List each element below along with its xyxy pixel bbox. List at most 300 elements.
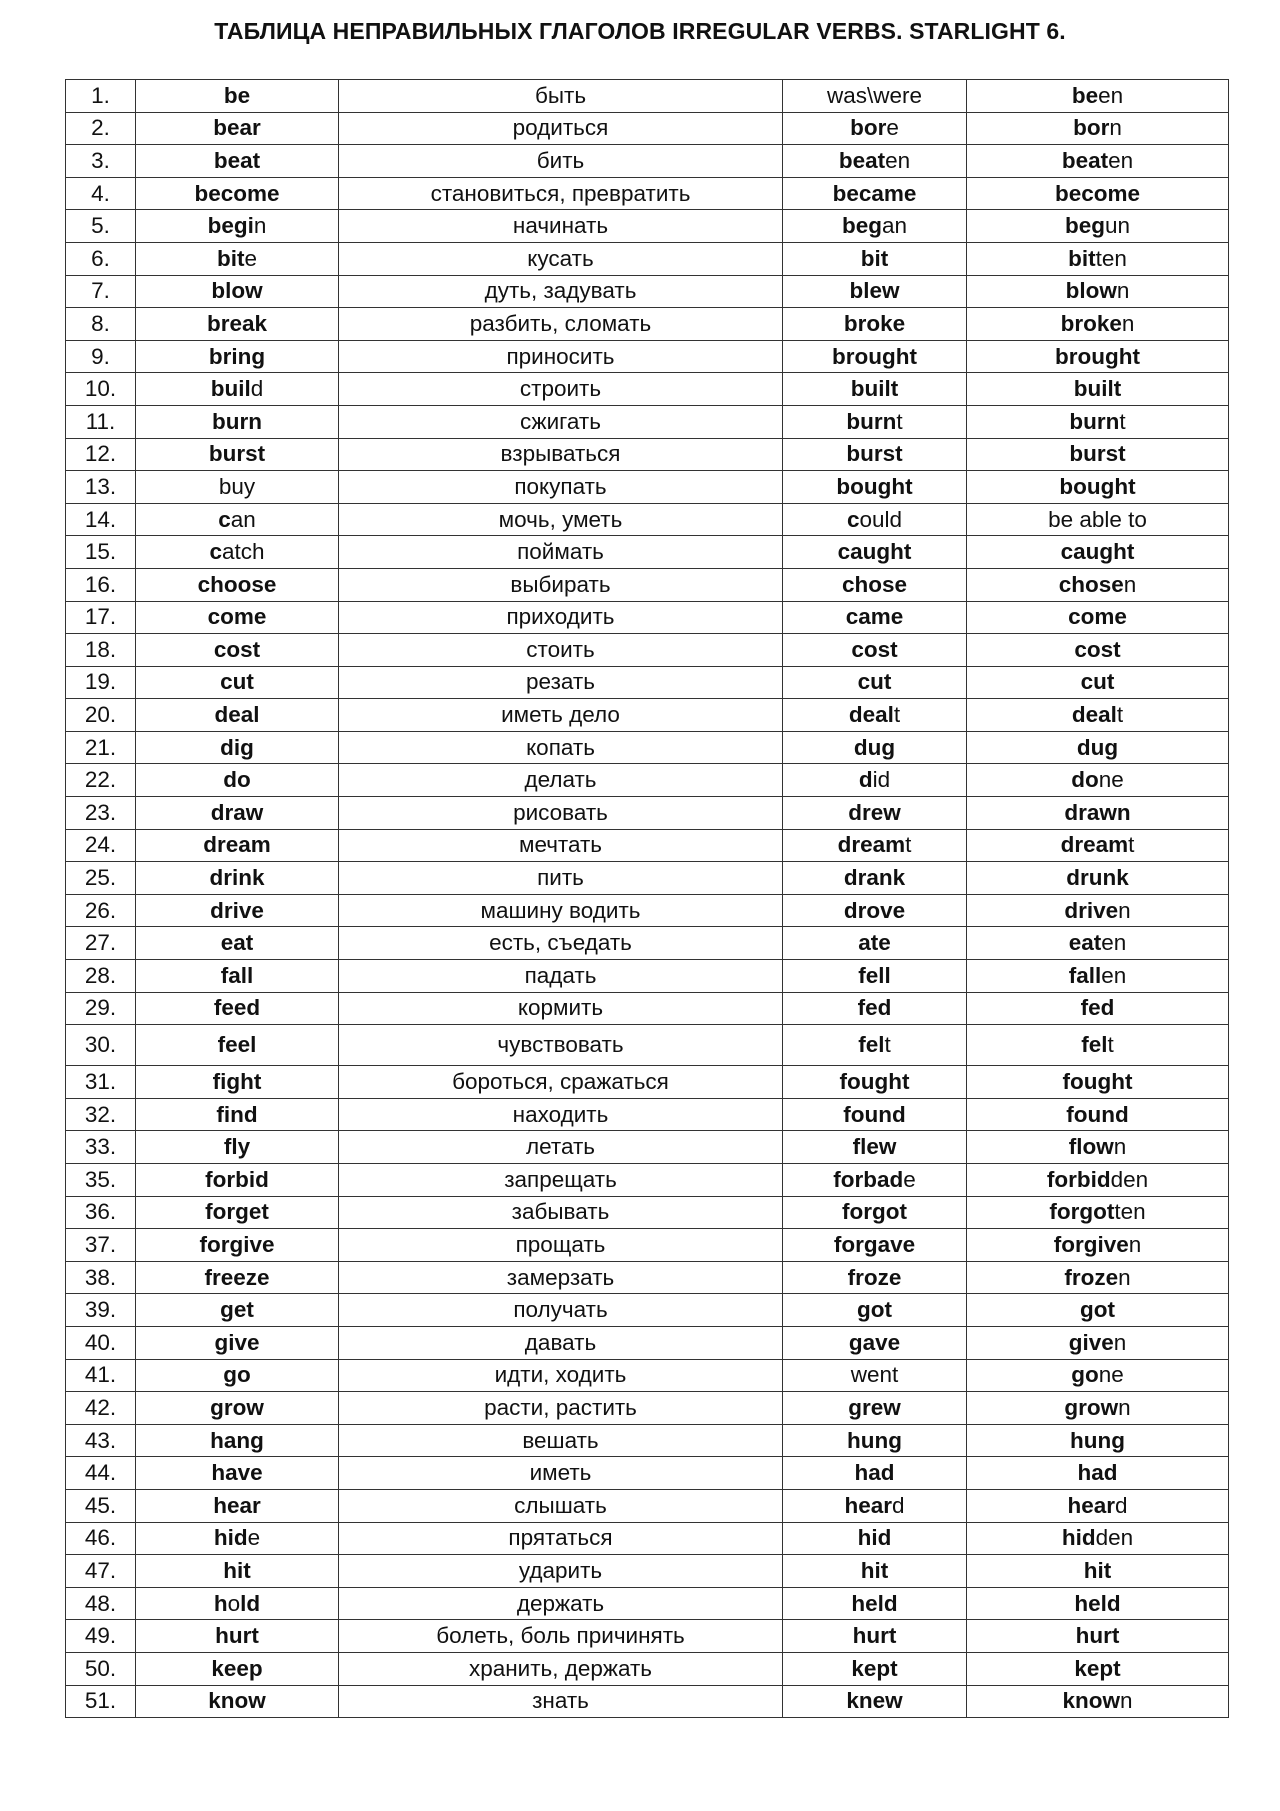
base-form-cell: dream: [136, 829, 339, 862]
translation-cell: получать: [339, 1294, 783, 1327]
base-form-cell: begin: [136, 210, 339, 243]
base-form-cell: feed: [136, 992, 339, 1025]
row-number: 19.: [66, 666, 136, 699]
row-number: 46.: [66, 1522, 136, 1555]
row-number: 17.: [66, 601, 136, 634]
base-form-cell: know: [136, 1685, 339, 1718]
translation-cell: есть, съедать: [339, 927, 783, 960]
row-number: 37.: [66, 1229, 136, 1262]
table-row: [66, 373, 1229, 406]
base-form-cell: find: [136, 1098, 339, 1131]
base-form-cell: bear: [136, 112, 339, 145]
past-simple-cell: burnt: [783, 405, 967, 438]
past-simple-cell: broke: [783, 308, 967, 341]
past-participle-cell: given: [967, 1326, 1229, 1359]
row-number: 27.: [66, 927, 136, 960]
row-number: 7.: [66, 275, 136, 308]
base-form-cell: cut: [136, 666, 339, 699]
past-participle-cell: done: [967, 764, 1229, 797]
base-form-cell: build: [136, 373, 339, 406]
translation-cell: болеть, боль причинять: [339, 1620, 783, 1653]
base-form-cell: come: [136, 601, 339, 634]
table-row: [66, 1196, 1229, 1229]
translation-cell: расти, растить: [339, 1392, 783, 1425]
past-participle-cell: forgiven: [967, 1229, 1229, 1262]
past-participle-cell: burst: [967, 438, 1229, 471]
base-form-cell: drink: [136, 862, 339, 895]
table-row: [66, 80, 1229, 113]
table-row: [66, 927, 1229, 960]
translation-cell: становиться, превратить: [339, 177, 783, 210]
past-simple-cell: grew: [783, 1392, 967, 1425]
row-number: 11.: [66, 405, 136, 438]
row-number: 1.: [66, 80, 136, 113]
base-form-cell: forbid: [136, 1164, 339, 1197]
past-participle-cell: been: [967, 80, 1229, 113]
row-number: 45.: [66, 1489, 136, 1522]
past-participle-cell: built: [967, 373, 1229, 406]
table-row: [66, 1229, 1229, 1262]
translation-cell: начинать: [339, 210, 783, 243]
row-number: 4.: [66, 177, 136, 210]
past-participle-cell: hidden: [967, 1522, 1229, 1555]
past-simple-cell: became: [783, 177, 967, 210]
past-participle-cell: cost: [967, 634, 1229, 667]
translation-cell: слышать: [339, 1489, 783, 1522]
table-row: [66, 1522, 1229, 1555]
base-form-cell: fight: [136, 1066, 339, 1099]
past-simple-cell: was\were: [783, 80, 967, 113]
table-row: [66, 242, 1229, 275]
base-form-cell: bring: [136, 340, 339, 373]
translation-cell: запрещать: [339, 1164, 783, 1197]
past-simple-cell: brought: [783, 340, 967, 373]
table-row: [66, 1424, 1229, 1457]
row-number: 6.: [66, 242, 136, 275]
table-row: [66, 634, 1229, 667]
table-row: [66, 438, 1229, 471]
table-row: [66, 405, 1229, 438]
row-number: 32.: [66, 1098, 136, 1131]
table-row: [66, 308, 1229, 341]
table-row: [66, 699, 1229, 732]
row-number: 49.: [66, 1620, 136, 1653]
past-participle-cell: hit: [967, 1555, 1229, 1588]
past-simple-cell: knew: [783, 1685, 967, 1718]
row-number: 48.: [66, 1587, 136, 1620]
table-row: [66, 112, 1229, 145]
table-row: [66, 1294, 1229, 1327]
base-form-cell: become: [136, 177, 339, 210]
table-row: [66, 1066, 1229, 1099]
base-form-cell: burst: [136, 438, 339, 471]
base-form-cell: drive: [136, 894, 339, 927]
past-participle-cell: had: [967, 1457, 1229, 1490]
table-row: [66, 960, 1229, 993]
table-row: [66, 1164, 1229, 1197]
base-form-cell: bite: [136, 242, 339, 275]
base-form-cell: dig: [136, 731, 339, 764]
past-simple-cell: built: [783, 373, 967, 406]
past-participle-cell: fallen: [967, 960, 1229, 993]
base-form-cell: have: [136, 1457, 339, 1490]
past-participle-cell: dealt: [967, 699, 1229, 732]
translation-cell: приносить: [339, 340, 783, 373]
base-form-cell: burn: [136, 405, 339, 438]
row-number: 36.: [66, 1196, 136, 1229]
table-row: [66, 992, 1229, 1025]
translation-cell: взрываться: [339, 438, 783, 471]
past-participle-cell: gone: [967, 1359, 1229, 1392]
row-number: 3.: [66, 145, 136, 178]
past-participle-cell: hung: [967, 1424, 1229, 1457]
past-simple-cell: had: [783, 1457, 967, 1490]
past-simple-cell: bit: [783, 242, 967, 275]
table-row: [66, 601, 1229, 634]
past-simple-cell: blew: [783, 275, 967, 308]
row-number: 29.: [66, 992, 136, 1025]
translation-cell: покупать: [339, 471, 783, 504]
table-row: [66, 1587, 1229, 1620]
table-row: [66, 145, 1229, 178]
past-participle-cell: come: [967, 601, 1229, 634]
table-row: [66, 731, 1229, 764]
translation-cell: копать: [339, 731, 783, 764]
table-row: [66, 177, 1229, 210]
translation-cell: выбирать: [339, 568, 783, 601]
base-form-cell: give: [136, 1326, 339, 1359]
past-simple-cell: beaten: [783, 145, 967, 178]
past-participle-cell: held: [967, 1587, 1229, 1620]
base-form-cell: blow: [136, 275, 339, 308]
translation-cell: сжигать: [339, 405, 783, 438]
table-row: [66, 471, 1229, 504]
translation-cell: давать: [339, 1326, 783, 1359]
base-form-cell: keep: [136, 1652, 339, 1685]
table-row: [66, 862, 1229, 895]
translation-cell: идти, ходить: [339, 1359, 783, 1392]
row-number: 30.: [66, 1025, 136, 1066]
past-simple-cell: could: [783, 503, 967, 536]
past-participle-cell: bitten: [967, 242, 1229, 275]
base-form-cell: hurt: [136, 1620, 339, 1653]
past-simple-cell: dug: [783, 731, 967, 764]
past-participle-cell: chosen: [967, 568, 1229, 601]
row-number: 33.: [66, 1131, 136, 1164]
table-row: [66, 1457, 1229, 1490]
row-number: 21.: [66, 731, 136, 764]
past-simple-cell: got: [783, 1294, 967, 1327]
past-participle-cell: heard: [967, 1489, 1229, 1522]
past-participle-cell: flown: [967, 1131, 1229, 1164]
translation-cell: стоить: [339, 634, 783, 667]
past-simple-cell: heard: [783, 1489, 967, 1522]
row-number: 26.: [66, 894, 136, 927]
past-participle-cell: eaten: [967, 927, 1229, 960]
base-form-cell: forgive: [136, 1229, 339, 1262]
table-row: [66, 894, 1229, 927]
translation-cell: кормить: [339, 992, 783, 1025]
past-participle-cell: known: [967, 1685, 1229, 1718]
past-simple-cell: chose: [783, 568, 967, 601]
row-number: 38.: [66, 1261, 136, 1294]
base-form-cell: deal: [136, 699, 339, 732]
base-form-cell: forget: [136, 1196, 339, 1229]
translation-cell: бить: [339, 145, 783, 178]
translation-cell: прощать: [339, 1229, 783, 1262]
past-participle-cell: fought: [967, 1066, 1229, 1099]
base-form-cell: hold: [136, 1587, 339, 1620]
base-form-cell: fall: [136, 960, 339, 993]
row-number: 15.: [66, 536, 136, 569]
row-number: 51.: [66, 1685, 136, 1718]
past-simple-cell: dealt: [783, 699, 967, 732]
row-number: 9.: [66, 340, 136, 373]
base-form-cell: buy: [136, 471, 339, 504]
base-form-cell: hide: [136, 1522, 339, 1555]
row-number: 8.: [66, 308, 136, 341]
table-row: [66, 536, 1229, 569]
past-simple-cell: drove: [783, 894, 967, 927]
past-participle-cell: forgotten: [967, 1196, 1229, 1229]
row-number: 20.: [66, 699, 136, 732]
past-participle-cell: caught: [967, 536, 1229, 569]
past-simple-cell: ate: [783, 927, 967, 960]
translation-cell: держать: [339, 1587, 783, 1620]
table-row: [66, 666, 1229, 699]
table-row: [66, 1098, 1229, 1131]
row-number: 31.: [66, 1066, 136, 1099]
past-simple-cell: caught: [783, 536, 967, 569]
base-form-cell: catch: [136, 536, 339, 569]
past-simple-cell: forgot: [783, 1196, 967, 1229]
past-simple-cell: drew: [783, 797, 967, 830]
past-simple-cell: froze: [783, 1261, 967, 1294]
past-simple-cell: bore: [783, 112, 967, 145]
past-participle-cell: broken: [967, 308, 1229, 341]
row-number: 39.: [66, 1294, 136, 1327]
row-number: 42.: [66, 1392, 136, 1425]
translation-cell: иметь: [339, 1457, 783, 1490]
past-participle-cell: driven: [967, 894, 1229, 927]
past-simple-cell: did: [783, 764, 967, 797]
table-row: [66, 1025, 1229, 1066]
base-form-cell: fly: [136, 1131, 339, 1164]
row-number: 41.: [66, 1359, 136, 1392]
past-simple-cell: fought: [783, 1066, 967, 1099]
row-number: 28.: [66, 960, 136, 993]
table-row: [66, 1131, 1229, 1164]
table-row: [66, 1555, 1229, 1588]
table-row: [66, 1261, 1229, 1294]
past-participle-cell: felt: [967, 1025, 1229, 1066]
past-participle-cell: be able to: [967, 503, 1229, 536]
past-simple-cell: bought: [783, 471, 967, 504]
table-row: [66, 829, 1229, 862]
row-number: 50.: [66, 1652, 136, 1685]
translation-cell: разбить, сломать: [339, 308, 783, 341]
translation-cell: мочь, уметь: [339, 503, 783, 536]
row-number: 12.: [66, 438, 136, 471]
past-simple-cell: hit: [783, 1555, 967, 1588]
translation-cell: мечтать: [339, 829, 783, 862]
base-form-cell: draw: [136, 797, 339, 830]
irregular-verbs-table: [65, 79, 1229, 1718]
past-simple-cell: came: [783, 601, 967, 634]
past-simple-cell: held: [783, 1587, 967, 1620]
translation-cell: рисовать: [339, 797, 783, 830]
table-row: [66, 1489, 1229, 1522]
past-participle-cell: hurt: [967, 1620, 1229, 1653]
translation-cell: бороться, сражаться: [339, 1066, 783, 1099]
translation-cell: летать: [339, 1131, 783, 1164]
past-participle-cell: drawn: [967, 797, 1229, 830]
translation-cell: машину водить: [339, 894, 783, 927]
base-form-cell: can: [136, 503, 339, 536]
past-participle-cell: beaten: [967, 145, 1229, 178]
past-participle-cell: dug: [967, 731, 1229, 764]
past-participle-cell: kept: [967, 1652, 1229, 1685]
translation-cell: родиться: [339, 112, 783, 145]
past-participle-cell: blown: [967, 275, 1229, 308]
table-row: [66, 568, 1229, 601]
translation-cell: замерзать: [339, 1261, 783, 1294]
table-row: [66, 797, 1229, 830]
translation-cell: строить: [339, 373, 783, 406]
row-number: 10.: [66, 373, 136, 406]
past-participle-cell: become: [967, 177, 1229, 210]
past-participle-cell: cut: [967, 666, 1229, 699]
past-participle-cell: begun: [967, 210, 1229, 243]
table-row: [66, 340, 1229, 373]
translation-cell: кусать: [339, 242, 783, 275]
table-row: [66, 210, 1229, 243]
translation-cell: падать: [339, 960, 783, 993]
page-title: ТАБЛИЦА НЕПРАВИЛЬНЫХ ГЛАГОЛОВ IRREGULAR VERBS. STARLIGHT 6.: [214, 18, 1066, 44]
translation-cell: вешать: [339, 1424, 783, 1457]
table-row: [66, 1652, 1229, 1685]
past-participle-cell: grown: [967, 1392, 1229, 1425]
row-number: 2.: [66, 112, 136, 145]
base-form-cell: choose: [136, 568, 339, 601]
past-participle-cell: dreamt: [967, 829, 1229, 862]
base-form-cell: do: [136, 764, 339, 797]
base-form-cell: hang: [136, 1424, 339, 1457]
past-simple-cell: forbade: [783, 1164, 967, 1197]
translation-cell: чувствовать: [339, 1025, 783, 1066]
past-simple-cell: fed: [783, 992, 967, 1025]
past-participle-cell: forbidden: [967, 1164, 1229, 1197]
translation-cell: быть: [339, 80, 783, 113]
row-number: 14.: [66, 503, 136, 536]
past-simple-cell: flew: [783, 1131, 967, 1164]
translation-cell: пить: [339, 862, 783, 895]
past-simple-cell: drank: [783, 862, 967, 895]
table-row: [66, 764, 1229, 797]
past-simple-cell: cut: [783, 666, 967, 699]
past-simple-cell: felt: [783, 1025, 967, 1066]
row-number: 5.: [66, 210, 136, 243]
translation-cell: делать: [339, 764, 783, 797]
base-form-cell: freeze: [136, 1261, 339, 1294]
past-simple-cell: forgave: [783, 1229, 967, 1262]
past-participle-cell: bought: [967, 471, 1229, 504]
past-participle-cell: drunk: [967, 862, 1229, 895]
table-row: [66, 1620, 1229, 1653]
translation-cell: иметь дело: [339, 699, 783, 732]
past-simple-cell: dreamt: [783, 829, 967, 862]
base-form-cell: go: [136, 1359, 339, 1392]
base-form-cell: hit: [136, 1555, 339, 1588]
row-number: 24.: [66, 829, 136, 862]
translation-cell: дуть, задувать: [339, 275, 783, 308]
base-form-cell: get: [136, 1294, 339, 1327]
translation-cell: прятаться: [339, 1522, 783, 1555]
row-number: 25.: [66, 862, 136, 895]
translation-cell: хранить, держать: [339, 1652, 783, 1685]
translation-cell: резать: [339, 666, 783, 699]
past-simple-cell: hung: [783, 1424, 967, 1457]
past-simple-cell: hid: [783, 1522, 967, 1555]
translation-cell: поймать: [339, 536, 783, 569]
table-row: [66, 1359, 1229, 1392]
table-row: [66, 275, 1229, 308]
row-number: 40.: [66, 1326, 136, 1359]
row-number: 16.: [66, 568, 136, 601]
translation-cell: ударить: [339, 1555, 783, 1588]
past-simple-cell: hurt: [783, 1620, 967, 1653]
past-participle-cell: got: [967, 1294, 1229, 1327]
row-number: 44.: [66, 1457, 136, 1490]
past-participle-cell: burnt: [967, 405, 1229, 438]
past-simple-cell: went: [783, 1359, 967, 1392]
base-form-cell: eat: [136, 927, 339, 960]
translation-cell: знать: [339, 1685, 783, 1718]
table-row: [66, 1326, 1229, 1359]
base-form-cell: grow: [136, 1392, 339, 1425]
table-row: [66, 1685, 1229, 1718]
past-simple-cell: gave: [783, 1326, 967, 1359]
base-form-cell: cost: [136, 634, 339, 667]
past-simple-cell: fell: [783, 960, 967, 993]
row-number: 13.: [66, 471, 136, 504]
base-form-cell: break: [136, 308, 339, 341]
past-simple-cell: began: [783, 210, 967, 243]
base-form-cell: feel: [136, 1025, 339, 1066]
past-participle-cell: fed: [967, 992, 1229, 1025]
past-simple-cell: cost: [783, 634, 967, 667]
past-participle-cell: found: [967, 1098, 1229, 1131]
row-number: 43.: [66, 1424, 136, 1457]
translation-cell: забывать: [339, 1196, 783, 1229]
past-participle-cell: frozen: [967, 1261, 1229, 1294]
translation-cell: находить: [339, 1098, 783, 1131]
base-form-cell: beat: [136, 145, 339, 178]
row-number: 18.: [66, 634, 136, 667]
table-row: [66, 503, 1229, 536]
base-form-cell: be: [136, 80, 339, 113]
past-simple-cell: found: [783, 1098, 967, 1131]
past-participle-cell: brought: [967, 340, 1229, 373]
translation-cell: приходить: [339, 601, 783, 634]
verbs-table-body: [66, 80, 1229, 1718]
base-form-cell: hear: [136, 1489, 339, 1522]
row-number: 23.: [66, 797, 136, 830]
row-number: 22.: [66, 764, 136, 797]
past-participle-cell: born: [967, 112, 1229, 145]
past-simple-cell: kept: [783, 1652, 967, 1685]
past-simple-cell: burst: [783, 438, 967, 471]
